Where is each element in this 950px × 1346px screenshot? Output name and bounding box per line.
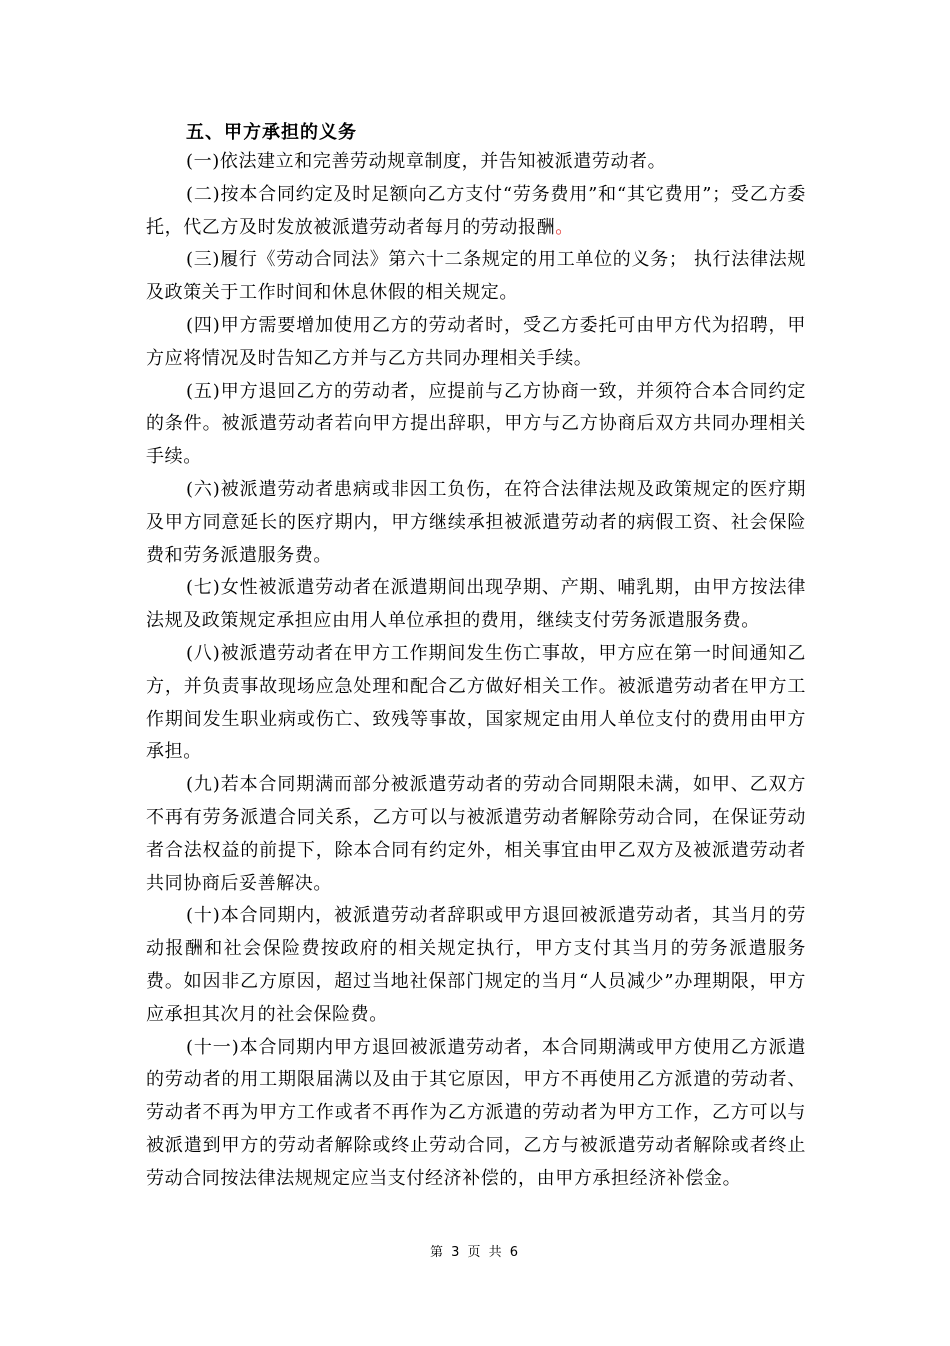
clause-9: (九)若本合同期满而部分被派遣劳动者的劳动合同期限未满，如甲、乙双方不再有劳务派遣合同关系，乙方可以与被派遣劳动者解除劳动合同，在保证劳动者合法权益的前提下，除本合同有约定外，相关事宜由甲乙双方及被派遣劳动者共同协商后妥善解决。 [146, 774, 806, 894]
page-footer: 第 3 页 共 6 [429, 1245, 521, 1260]
clause-2-text: (二)按本合同约定及时足额向乙方支付“劳务费用”和“其它费用”；受乙方委托，代乙方及时发放被派遣劳动者每月的劳动报酬 [146, 183, 806, 238]
clause-7: (七)女性被派遣劳动者在派遣期间出现孕期、产期、哺乳期，由甲方按法律法规及政策规定承担应由用人单位承担的费用，继续支付劳务派遣服务费。 [146, 577, 806, 632]
clause-1: (一)依法建立和完善劳动规章制度，并告知被派遣劳动者。 [186, 151, 667, 172]
clause-4: (四)甲方需要增加使用乙方的劳动者时，受乙方委托可由甲方代为招聘，甲方应将情况及时告知乙方并与乙方共同办理相关手续。 [146, 314, 806, 369]
obligations-list [146, 146, 806, 1196]
clause-10: (十)本合同期内，被派遣劳动者辞职或甲方退回被派遣劳动者，其当月的劳动报酬和社会保险费按政府的相关规定执行，甲方支付其当月的劳务派遣服务费。如因非乙方原因，超过当地社保部门规定的当月“人员减少”办理期限，甲方应承担其次月的社会保险费。 [146, 905, 806, 1025]
clause-8: (八)被派遣劳动者在甲方工作期间发生伤亡事故，甲方应在第一时间通知乙方，并负责事故现场应急处理和配合乙方做好相关工作。被派遣劳动者在甲方工作期间发生职业病或伤亡、致残等事故，国家规定由用人单位支付的费用由甲方承担。 [146, 642, 806, 763]
clause-6: (六)被派遣劳动者患病或非因工负伤，在符合法律法规及政策规定的医疗期及甲方同意延长的医疗期内，甲方继续承担被派遣劳动者的病假工资、社会保险费和劳务派遣服务费。 [146, 478, 806, 566]
clause-5: (五)甲方退回乙方的劳动者，应提前与乙方协商一致，并须符合本合同约定的条件。被派遣劳动者若向甲方提出辞职，甲方与乙方协商后双方共同办理相关手续。 [146, 380, 806, 468]
clause-2-red-period: 。 [555, 216, 574, 238]
clause-3: (三)履行《劳动合同法》第六十二条规定的用工单位的义务； 执行法律法规及政策关于工作时间和休息休假的相关规定。 [146, 249, 806, 304]
section-heading: 五、甲方承担的义务 [186, 122, 357, 143]
clause-2 [146, 179, 806, 245]
clause-11: (十一)本合同期内甲方退回被派遣劳动者，本合同期满或甲方使用乙方派遣的劳动者的用工期限届满以及由于其它原因，甲方不再使用乙方派遣的劳动者、劳动者不再为甲方工作或者不再作为乙方派遣的劳动者为甲方工作，乙方可以与被派遣到甲方的劳动者解除或终止劳动合同，乙方与被派遣劳动者解除或者终止劳动合同按法律法规规定应当支付经济补偿的，由甲方承担经济补偿金。 [146, 1036, 806, 1189]
